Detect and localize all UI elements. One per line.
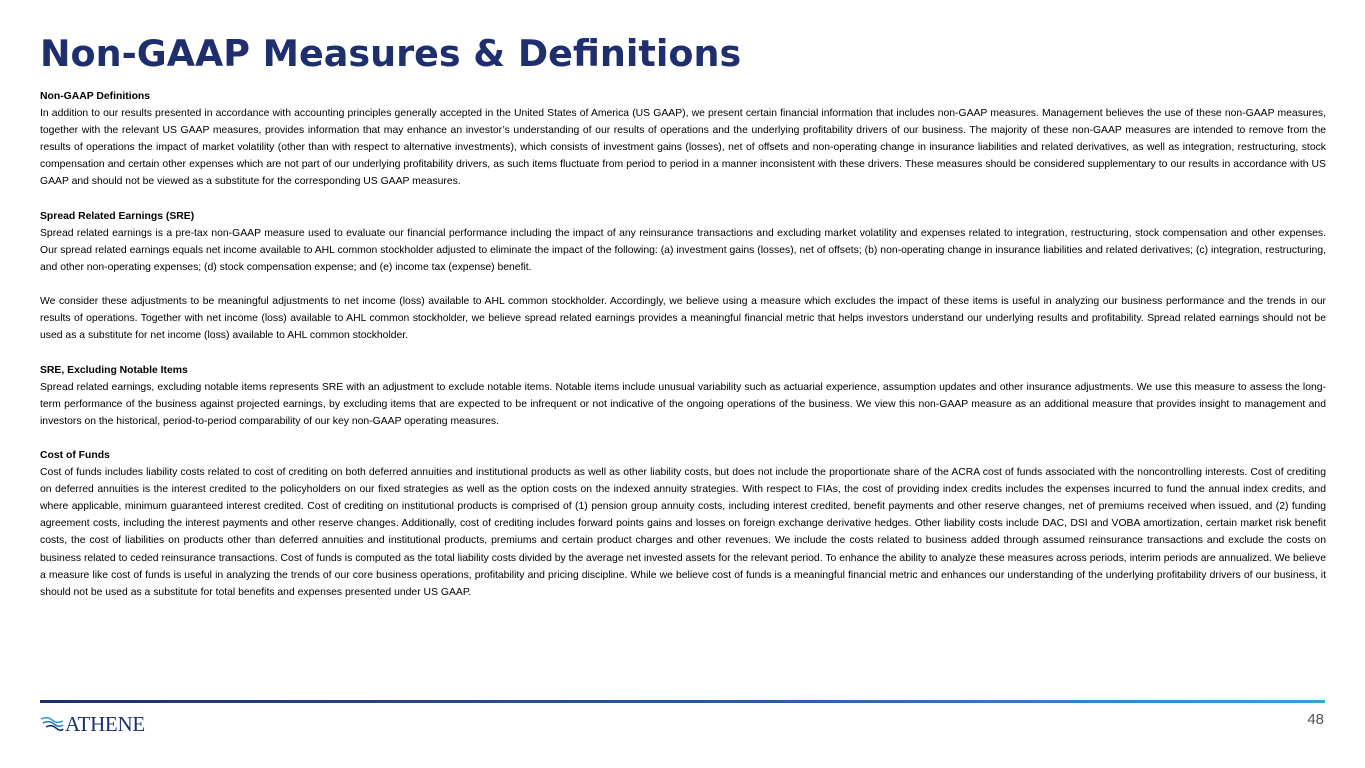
section-sre-excluding-notable-items — [40, 362, 1326, 430]
section-paragraph: We consider these adjustments to be meaningful adjustments to net income (loss) available to AHL common stockholder. Accordingly, we believe using a measure which excludes the impact of these items is useful in analyzing our business performance and the trends in our results of operations. Together with net income (loss) available to AHL common stockholder, we believe spread related earnings provides a meaningful financial metric that helps investors understand our underlying results and profitability. Spread related earnings should not be used as a substitute for net income (loss) available to AHL common stockholder. — [40, 296, 1326, 342]
page-number: 48 — [1307, 711, 1324, 728]
section-spread-related-earnings — [40, 208, 1326, 345]
logo-wordmark: ATHENE — [65, 711, 145, 736]
footer-divider — [40, 700, 1325, 703]
section-non-gaap-definitions — [40, 88, 1326, 191]
section-heading: Cost of Funds — [40, 449, 110, 461]
athene-wave-logo-icon — [40, 716, 64, 732]
section-heading: SRE, Excluding Notable Items — [40, 364, 188, 376]
page-title: Non-GAAP Measures & Definitions — [40, 32, 742, 75]
section-heading: Spread Related Earnings (SRE) — [40, 210, 195, 222]
section-paragraph: Cost of funds includes liability costs related to cost of crediting on both deferred annuities and institutional products as well as other liability costs, but does not include the proportionate share of the ACRA cost of funds associated with the noncontrolling interests. Cost of crediting on deferred annuities is the interest credited to the policyholders on our fixed strategies as well as the option costs on the indexed annuity strategies. With respect to FIAs, the cost of providing index credits includes the expenses incurred to fund the annual index credits, and where applicable, minimum guaranteed interest credited. Cost of crediting on institutional products is comprised of (1) pension group annuity costs, including interest credited, benefit payments and other reserve changes, net of premiums received when issued, and (2) funding agreement costs, including the interest payments and other reserve changes. Additionally, cost of crediting includes forward points gains and losses on foreign exchange derivative hedges. Other liability costs include DAC, DSI and VOBA amortization, certain market risk benefit costs, the cost of liabilities on products other than deferred annuities and institutional products, premiums and certain product charges and other revenues. We include the costs related to business added through assumed reinsurance transactions and exclude the costs on business related to ceded reinsurance transactions. Cost of funds is computed as the total liability costs divided by the average net invested assets for the relevant period. To enhance the ability to analyze these measures across periods, interim periods are annualized. We believe a measure like cost of funds is useful in analyzing the trends of our core business operations, profitability and pricing discipline. While we believe cost of funds is a meaningful financial metric and enhances our understanding of the underlying profitability drivers of our business, it should not be used as a substitute for total benefits and expenses presented under US GAAP. — [40, 467, 1326, 598]
section-heading: Non-GAAP Definitions — [40, 91, 151, 102]
definitions-body — [40, 88, 1326, 618]
section-paragraph: Spread related earnings is a pre-tax non-GAAP measure used to evaluate our financial performance including the impact of any reinsurance transactions and excluding market volatility and expenses related to integration, restructuring, stock compensation and other expenses. Our spread related earnings equals net income available to AHL common stockholder adjusted to eliminate the impact of the following: (a) investment gains (losses), net of offsets; (b) non-operating change in insurance liabilities and related derivatives; (c) integration, restructuring, and other non-operating expenses; (d) stock compensation expense; and (e) income tax (expense) benefit. — [40, 227, 1326, 273]
section-paragraph: Spread related earnings, excluding notable items represents SRE with an adjustment to exclude notable items. Notable items include unusual variability such as actuarial experience, assumption updates and other insurance adjustments. We use this measure to assess the long-term performance of the business against projected earnings, by excluding items that are expected to be infrequent or not indicative of the ongoing operations of the business. We view this non-GAAP measure as an additional measure that provides insight to management and investors on the historical, period-to-period comparability of our key non-GAAP operating measures. — [40, 381, 1326, 427]
section-paragraph: In addition to our results presented in accordance with accounting principles generally accepted in the United States of America (US GAAP), we present certain financial information that includes non-GAAP measures. Management believes the use of these non-GAAP measures, together with the relevant US GAAP measures, provides information that may enhance an investor’s understanding of our results of operations and the underlying profitability drivers of our business. The majority of these non-GAAP measures are intended to remove from the results of operations the impact of market volatility (other than with respect to alternative investments), which consists of investment gains (losses), net of offsets and non-operating change in insurance liabilities and related derivatives, as well as integration, restructuring, stock compensation and certain other expenses which are not part of our underlying profitability drivers, as such items fluctuate from period to period in a manner inconsistent with these drivers. These measures should be considered supplementary to our results in accordance with US GAAP and should not be viewed as a substitute for the corresponding US GAAP measures. — [40, 108, 1326, 188]
athene-logo — [40, 712, 145, 736]
section-cost-of-funds — [40, 447, 1326, 601]
